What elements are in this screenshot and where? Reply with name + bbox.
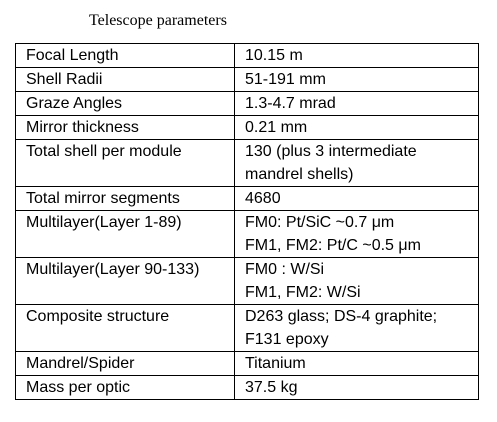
parameter-cell: Total mirror segments <box>16 187 235 211</box>
value-line: D263 glass; DS-4 graphite; <box>245 308 438 325</box>
value-cell <box>235 92 479 116</box>
parameter-cell: Graze Angles <box>16 92 235 116</box>
value-cell <box>235 211 479 258</box>
table-row <box>16 376 479 400</box>
value-line: 0.21 mm <box>245 119 308 136</box>
value-cell <box>235 68 479 92</box>
table-row <box>16 352 479 376</box>
parameter-cell: Focal Length <box>16 44 235 68</box>
value-line: FM0 : W/Si <box>245 261 325 278</box>
table-row <box>16 44 479 68</box>
value-cell <box>235 140 479 187</box>
value-cell <box>235 258 479 305</box>
value-cell <box>235 187 479 211</box>
value-line: FM1, FM2: Pt/C ~0.5 μm <box>245 237 421 254</box>
parameter-cell: Mirror thickness <box>16 116 235 140</box>
table-row <box>16 305 479 352</box>
value-cell <box>235 376 479 400</box>
parameter-cell: Shell Radii <box>16 68 235 92</box>
table-row <box>16 211 479 258</box>
value-cell <box>235 44 479 68</box>
parameter-cell: Composite structure <box>16 305 235 352</box>
value-line: mandrel shells) <box>245 166 354 183</box>
value-line: Titanium <box>245 355 306 372</box>
table-row <box>16 187 479 211</box>
table-row <box>16 68 479 92</box>
value-line: FM0: Pt/SiC ~0.7 μm <box>245 214 395 231</box>
parameter-cell: Mass per optic <box>16 376 235 400</box>
parameter-cell: Multilayer(Layer 90-133) <box>16 258 235 305</box>
value-line: 37.5 kg <box>245 379 298 396</box>
value-line: F131 epoxy <box>245 331 329 348</box>
value-line: 4680 <box>245 190 281 207</box>
value-cell <box>235 116 479 140</box>
table-row <box>16 92 479 116</box>
value-line: FM1, FM2: W/Si <box>245 284 361 301</box>
table-row <box>16 116 479 140</box>
value-line: 1.3-4.7 mrad <box>245 95 336 112</box>
table-row <box>16 258 479 305</box>
telescope-parameters-table <box>15 43 479 400</box>
value-line: 51-191 mm <box>245 71 326 88</box>
value-cell <box>235 352 479 376</box>
value-cell <box>235 305 479 352</box>
table-caption: Telescope parameters <box>89 12 227 29</box>
parameter-cell: Multilayer(Layer 1-89) <box>16 211 235 258</box>
parameter-cell: Mandrel/Spider <box>16 352 235 376</box>
value-line: 130 (plus 3 intermediate <box>245 143 417 160</box>
table-row <box>16 140 479 187</box>
parameter-cell: Total shell per module <box>16 140 235 187</box>
value-line: 10.15 m <box>245 47 303 64</box>
